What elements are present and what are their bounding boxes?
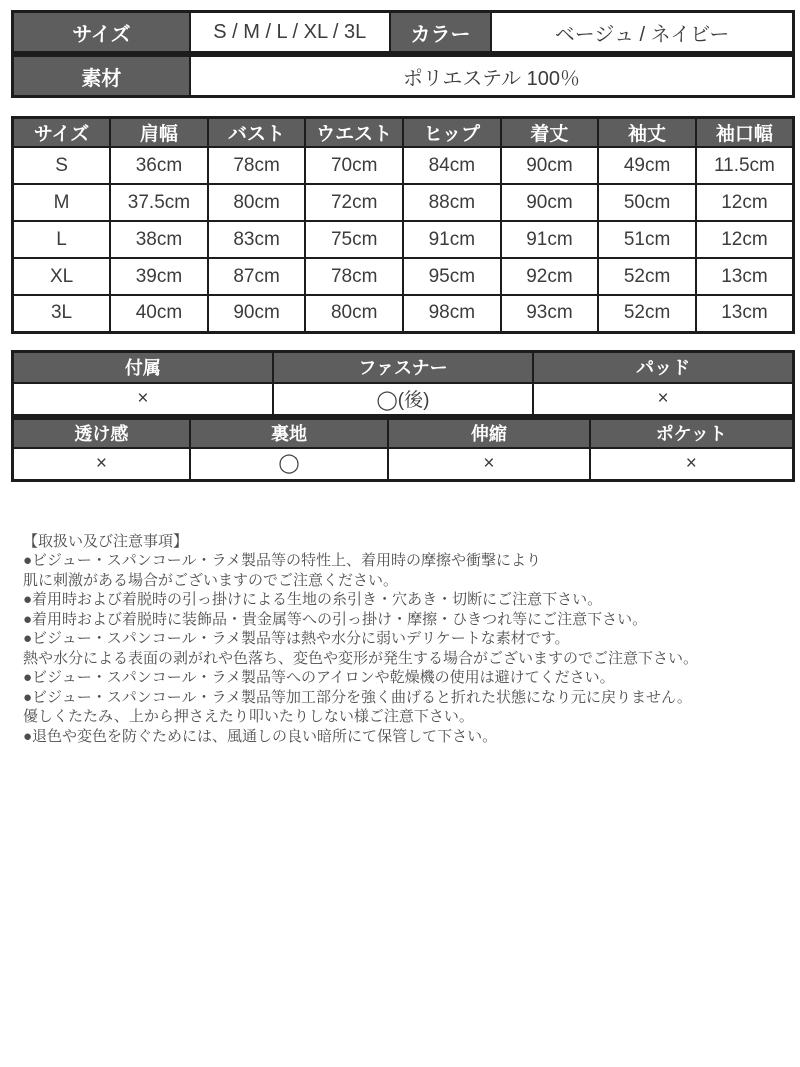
size-value-cell: 70cm bbox=[305, 147, 403, 184]
size-row-label-cell: 3L bbox=[13, 295, 111, 332]
notes-line: 優しくたたみ、上から押さえたり叩いたりしない様ご注意下さい。 bbox=[23, 708, 474, 725]
handling-notes bbox=[23, 532, 770, 747]
table-row bbox=[13, 351, 794, 383]
size-value-cell: 90cm bbox=[501, 147, 599, 184]
size-value-cell: 95cm bbox=[403, 258, 501, 295]
table-row bbox=[13, 383, 794, 415]
size-table-header bbox=[13, 118, 794, 148]
size-row-label-cell: XL bbox=[13, 258, 111, 295]
size-value-cell: 80cm bbox=[305, 295, 403, 332]
feature-header-cell: 裏地 bbox=[190, 418, 388, 448]
size-value-cell: 72cm bbox=[305, 184, 403, 221]
size-value-cell: 87cm bbox=[208, 258, 306, 295]
table-row bbox=[13, 418, 794, 448]
feature-value-cell: × bbox=[388, 448, 589, 480]
size-value-cell: 12cm bbox=[696, 221, 794, 258]
size-row-label-cell: S bbox=[13, 147, 111, 184]
table-row bbox=[13, 147, 794, 184]
size-value-cell: 78cm bbox=[305, 258, 403, 295]
table-row bbox=[13, 221, 794, 258]
size-value-cell: 84cm bbox=[403, 147, 501, 184]
notes-line: ●ビジュー・スパンコール・ラメ製品等は熱や水分に弱いデリケートな素材です。 bbox=[23, 630, 570, 647]
size-value-cell: 80cm bbox=[208, 184, 306, 221]
size-value-cell: S / M / L / XL / 3L bbox=[190, 12, 390, 53]
size-row-label-cell: M bbox=[13, 184, 111, 221]
size-value-cell: 91cm bbox=[501, 221, 599, 258]
notes-line: 肌に刺激がある場合がございますのでご注意ください。 bbox=[23, 571, 399, 589]
size-value-cell: 13cm bbox=[696, 295, 794, 332]
size-value-cell: 12cm bbox=[696, 184, 794, 221]
size-table-header-cell: バスト bbox=[208, 118, 306, 148]
size-value-cell: 52cm bbox=[598, 258, 696, 295]
size-table-header-cell: ヒップ bbox=[403, 118, 501, 148]
feature-value-cell: × bbox=[13, 383, 273, 415]
size-value-cell: 37.5cm bbox=[110, 184, 208, 221]
notes-line: ●ビジュー・スパンコール・ラメ製品等へのアイロンや乾燥機の使用は避けてください。 bbox=[23, 669, 615, 686]
table-row bbox=[13, 184, 794, 221]
info-table-material bbox=[11, 54, 795, 98]
feature-header-cell: 伸縮 bbox=[388, 418, 589, 448]
size-value-cell: 36cm bbox=[110, 147, 208, 184]
color-value-cell: ベージュ / ネイビー bbox=[491, 12, 793, 53]
notes-line: ●退色や変色を防ぐためには、風通しの良い暗所にて保管して下さい。 bbox=[23, 727, 498, 745]
size-value-cell: 93cm bbox=[501, 295, 599, 332]
size-row-label-cell: L bbox=[13, 221, 111, 258]
notes-line: ●着用時および着脱時に装飾品・貴金属等への引っ掛け・摩擦・ひきつれ等にご注意下さい。 bbox=[23, 610, 648, 628]
info-table-size-color bbox=[11, 10, 795, 54]
size-table-header-cell: 肩幅 bbox=[110, 118, 208, 148]
size-value-cell: 52cm bbox=[598, 295, 696, 332]
feature-value-cell: ◯ bbox=[190, 448, 388, 480]
size-table-header-cell: ウエスト bbox=[305, 118, 403, 148]
size-value-cell: 11.5cm bbox=[696, 147, 794, 184]
size-value-cell: 51cm bbox=[598, 221, 696, 258]
size-value-cell: 40cm bbox=[110, 295, 208, 332]
size-value-cell: 91cm bbox=[403, 221, 501, 258]
size-table-header-cell: サイズ bbox=[13, 118, 111, 148]
size-value-cell: 90cm bbox=[208, 295, 306, 332]
size-value-cell: 75cm bbox=[305, 221, 403, 258]
table-row bbox=[13, 12, 794, 53]
size-table-header-cell: 着丈 bbox=[501, 118, 599, 148]
notes-line: ●ビジュー・スパンコール・ラメ製品等加工部分を強く曲げると折れた状態になり元に戻りません。 bbox=[23, 688, 692, 706]
feature-value-cell: ◯(後) bbox=[273, 383, 533, 415]
notes-title: 【取扱い及び注意事項】 bbox=[23, 532, 189, 550]
material-value-cell: ポリエステル 100％ bbox=[190, 56, 794, 97]
size-value-cell: 88cm bbox=[403, 184, 501, 221]
table-row bbox=[13, 118, 794, 148]
size-value-cell: 78cm bbox=[208, 147, 306, 184]
size-value-cell: 92cm bbox=[501, 258, 599, 295]
table-row bbox=[13, 56, 794, 97]
feature-header-cell: 透け感 bbox=[13, 418, 190, 448]
size-measurements-table bbox=[11, 116, 795, 334]
size-table-body bbox=[13, 147, 794, 332]
size-table-header-cell: 袖丈 bbox=[598, 118, 696, 148]
feature-header-cell: パッド bbox=[533, 351, 793, 383]
size-value-cell: 49cm bbox=[598, 147, 696, 184]
size-value-cell: 83cm bbox=[208, 221, 306, 258]
table-row bbox=[13, 258, 794, 295]
size-value-cell: 50cm bbox=[598, 184, 696, 221]
feature-header-cell: 付属 bbox=[13, 351, 273, 383]
feature-table-lining bbox=[11, 417, 795, 482]
feature-value-cell: × bbox=[13, 448, 190, 480]
size-value-cell: 39cm bbox=[110, 258, 208, 295]
table-row bbox=[13, 448, 794, 480]
size-value-cell: 90cm bbox=[501, 184, 599, 221]
notes-line: ●着用時および着脱時の引っ掛けによる生地の糸引き・穴あき・切断にご注意下さい。 bbox=[23, 591, 603, 608]
material-label-cell: 素材 bbox=[13, 56, 190, 97]
size-table-header-cell: 袖口幅 bbox=[696, 118, 794, 148]
feature-header-cell: ファスナー bbox=[273, 351, 533, 383]
size-value-cell: 13cm bbox=[696, 258, 794, 295]
feature-header-cell: ポケット bbox=[590, 418, 794, 448]
feature-table-fastener bbox=[11, 350, 795, 417]
size-value-cell: 38cm bbox=[110, 221, 208, 258]
feature-value-cell: × bbox=[533, 383, 793, 415]
color-label-cell: カラー bbox=[390, 12, 492, 53]
size-value-cell: 98cm bbox=[403, 295, 501, 332]
table-row bbox=[13, 295, 794, 332]
size-label-cell: サイズ bbox=[13, 12, 190, 53]
notes-lines bbox=[23, 551, 770, 746]
notes-line: 熱や水分による表面の剥がれや色落ち、変色や変形が発生する場合がございますのでご注意下さい。 bbox=[23, 649, 699, 667]
feature-value-cell: × bbox=[590, 448, 794, 480]
notes-line: ●ビジュー・スパンコール・ラメ製品等の特性上、着用時の摩擦や衝撃により bbox=[23, 552, 542, 569]
